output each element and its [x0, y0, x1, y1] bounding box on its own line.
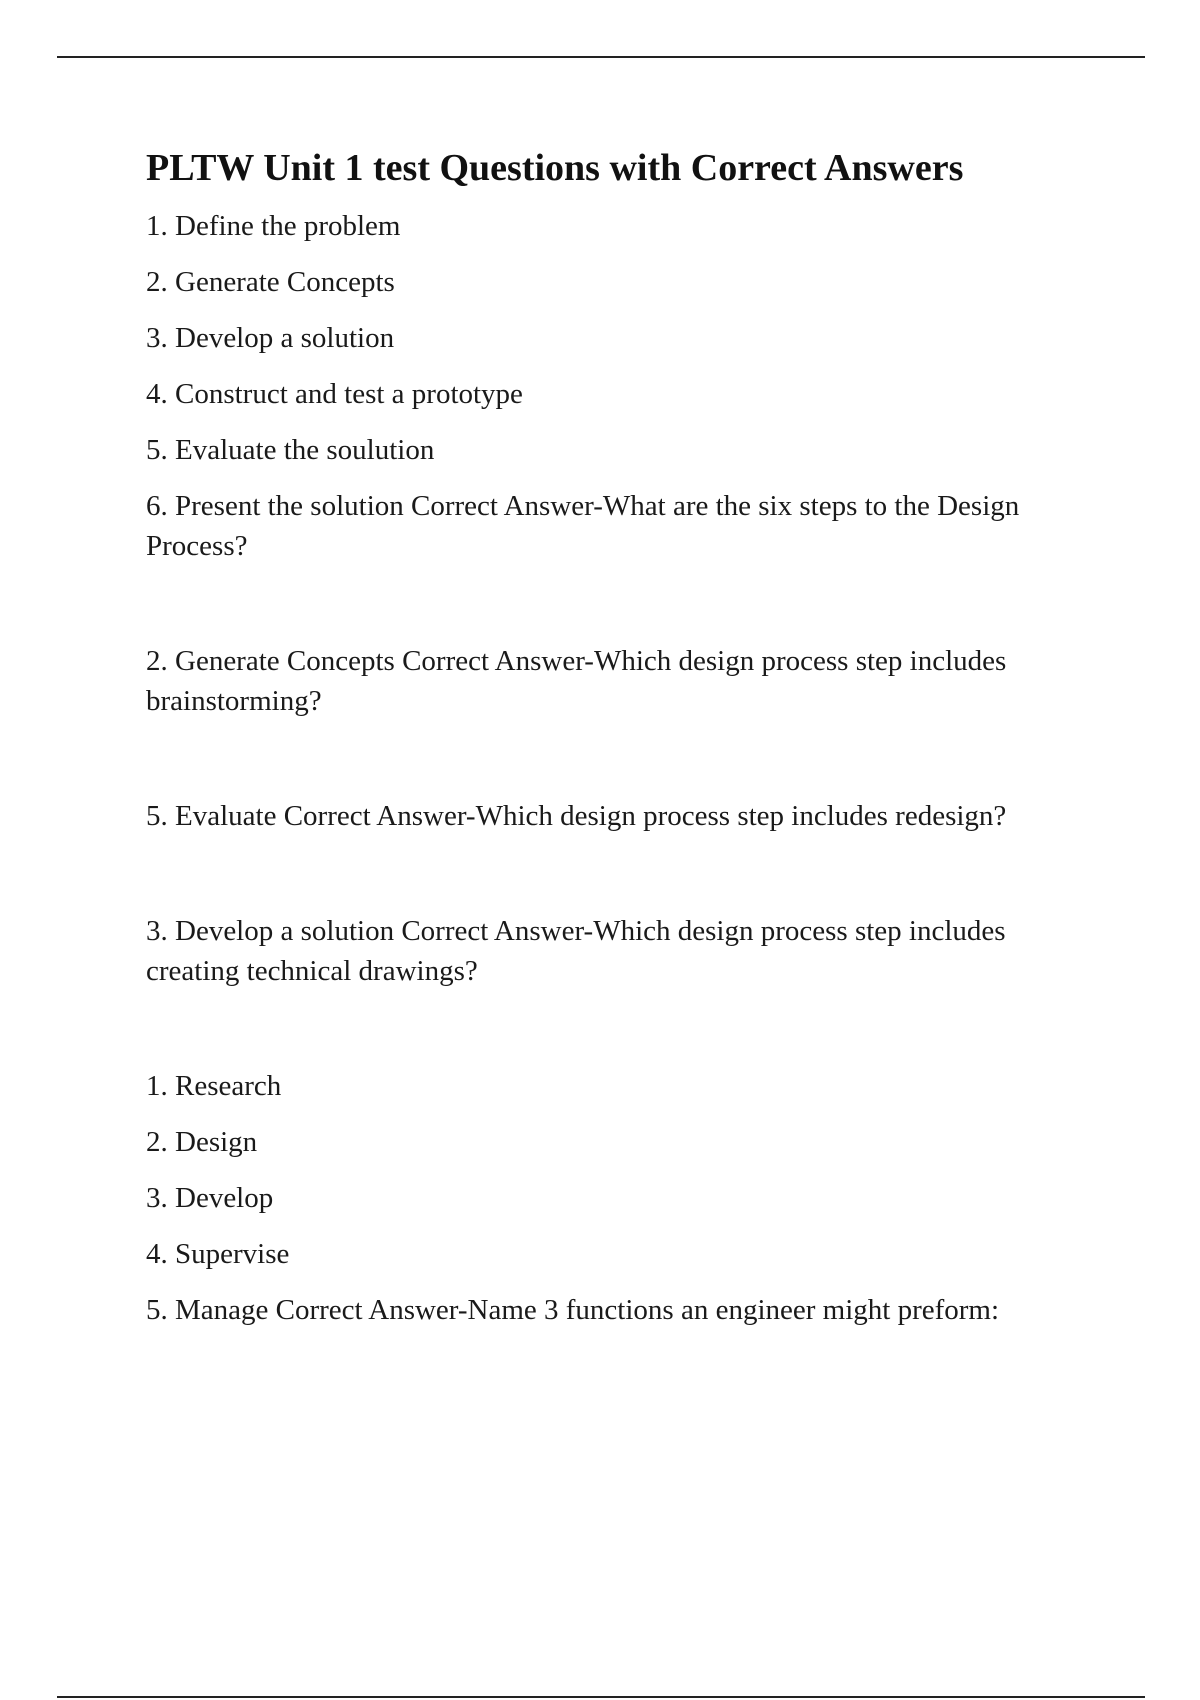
document-body: [146, 142, 1056, 1330]
text-line: 2. Generate Concepts Correct Answer-Which design process step includes brainstorming?: [146, 645, 1007, 717]
top-divider: [57, 56, 1145, 58]
text-line: 1. Define the problem: [146, 210, 401, 242]
qa-block-redesign: [146, 796, 1056, 836]
text-line: 5. Evaluate the soulution: [146, 434, 435, 466]
text-line: 2. Generate Concepts: [146, 266, 395, 298]
text-line: 4. Construct and test a prototype: [146, 378, 523, 410]
text-line: 6. Present the solution Correct Answer-What are the six steps to the Design Process?: [146, 490, 1020, 562]
text-line: 3. Develop: [146, 1182, 274, 1214]
document-title: PLTW Unit 1 test Questions with Correct Answers: [146, 147, 964, 189]
text-line: 3. Develop a solution Correct Answer-Which design process step includes creating technical drawings?: [146, 915, 1006, 987]
text-line: 5. Evaluate Correct Answer-Which design process step includes redesign?: [146, 800, 1007, 832]
qa-block-engineer-functions: [146, 1066, 1056, 1330]
bottom-divider: [57, 1696, 1145, 1698]
text-line: 2. Design: [146, 1126, 258, 1158]
text-line: 4. Supervise: [146, 1238, 290, 1270]
qa-block-brainstorming: [146, 641, 1056, 721]
qa-block-technical-drawings: [146, 911, 1056, 991]
text-line: 1. Research: [146, 1070, 282, 1102]
text-line: 3. Develop a solution: [146, 322, 395, 354]
text-line: 5. Manage Correct Answer-Name 3 functions an engineer might preform:: [146, 1294, 1000, 1326]
qa-block-design-steps: [146, 206, 1056, 566]
